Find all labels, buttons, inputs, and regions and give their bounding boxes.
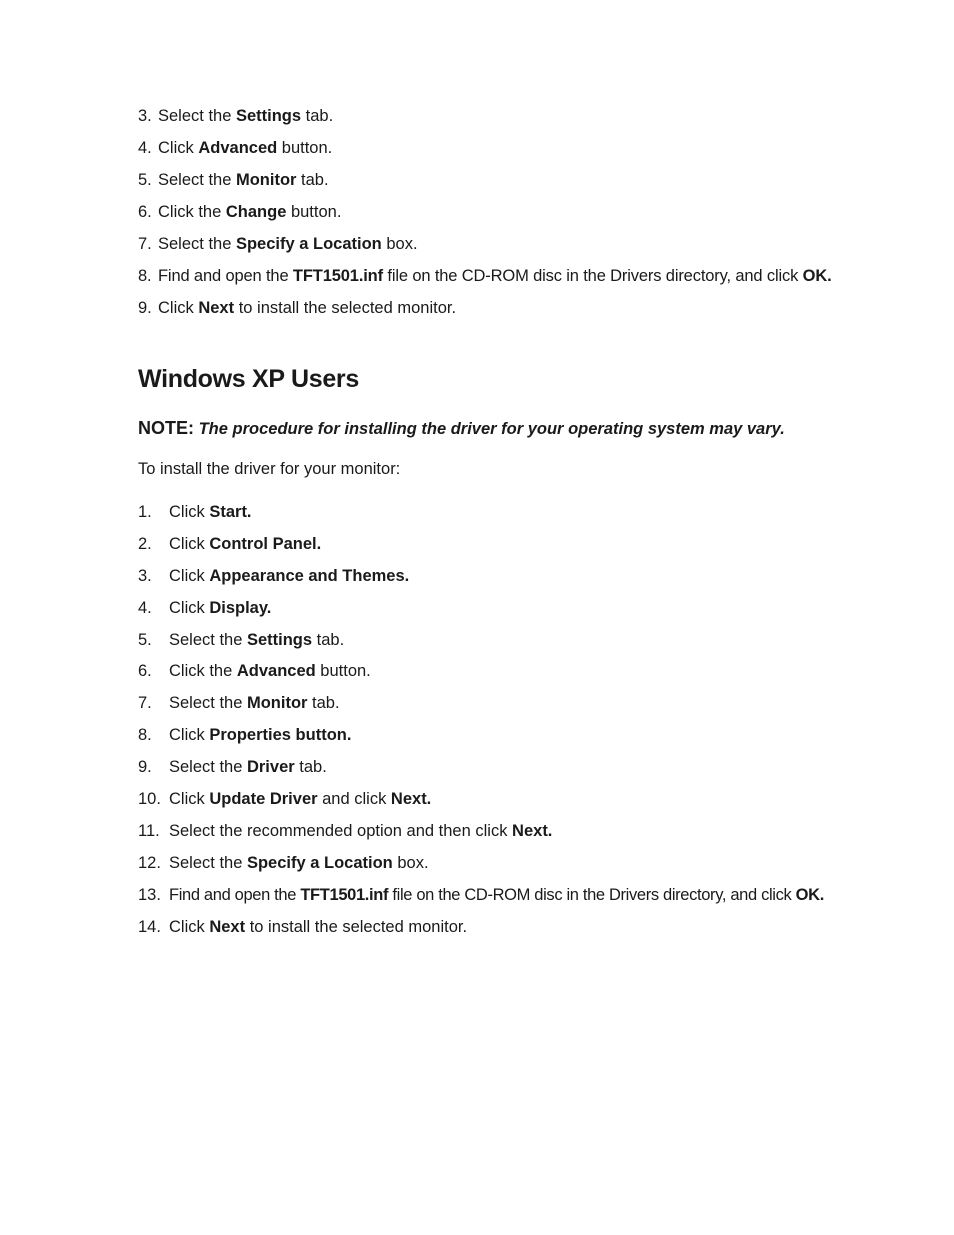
list-item: 5. Select the Settings tab. xyxy=(138,630,345,649)
list-item: 8. Find and open the TFT1501.inf file on the CD-ROM disc in the Drivers directory, and click OK. xyxy=(138,267,832,285)
list-item: 7. Select the Monitor tab. xyxy=(138,694,340,713)
list-item: 12. Select the Specify a Location box. xyxy=(138,853,429,872)
section-heading: Windows XP Users xyxy=(138,365,359,393)
list-item: 7. Select the Specify a Location box. xyxy=(138,235,418,253)
list-item: 10. Click Update Driver and click Next. xyxy=(138,790,432,809)
note-text: The procedure for installing the driver for your operating system may vary. xyxy=(198,420,785,438)
list-item: 9. Select the Driver tab. xyxy=(138,758,327,777)
list-item: 4. Click Display. xyxy=(138,598,272,617)
list-item: 4. Click Advanced button. xyxy=(138,139,333,157)
list-item: 1. Click Start. xyxy=(138,503,252,521)
list-item: 3. Click Appearance and Themes. xyxy=(138,566,410,585)
steps-list-continued xyxy=(138,100,832,324)
list-item: 13. Find and open the TFT1501.inf file on the CD-ROM disc in the Drivers directory, and click OK. xyxy=(138,885,824,904)
list-item: 2. Click Control Panel. xyxy=(138,534,322,553)
list-item: 8. Click Properties button. xyxy=(138,726,352,745)
list-item: 6. Click the Advanced button. xyxy=(138,662,371,681)
list-item: 11. Select the recommended option and then click Next. xyxy=(138,821,553,840)
list-item: 9. Click Next to install the selected monitor. xyxy=(138,299,457,317)
note-label: NOTE: xyxy=(138,418,194,438)
note xyxy=(138,418,785,439)
steps-list-xp xyxy=(138,497,858,943)
intro-text: To install the driver for your monitor: xyxy=(138,460,401,478)
list-item: 14. Click Next to install the selected monitor. xyxy=(138,917,468,936)
list-item: 5. Select the Monitor tab. xyxy=(138,171,329,189)
list-item: 3. Select the Settings tab. xyxy=(138,107,334,125)
list-item: 6. Click the Change button. xyxy=(138,203,342,221)
